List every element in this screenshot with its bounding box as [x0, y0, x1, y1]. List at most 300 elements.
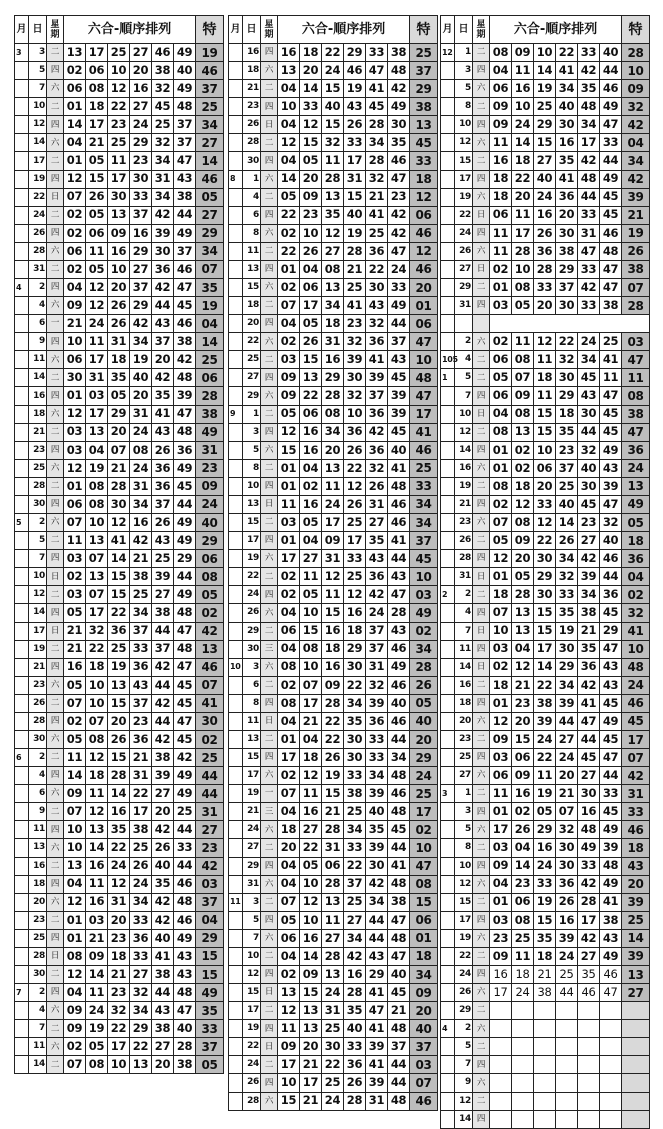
number-cell: 02: [64, 568, 86, 586]
number-cell: 30: [344, 658, 366, 676]
number-cell: 43: [600, 929, 622, 947]
weekday-cell: 六: [47, 134, 64, 152]
table-row: [15, 188, 224, 206]
number-cell: 34: [344, 929, 366, 947]
number-cell: 25: [174, 803, 196, 821]
weekday-cell: 四: [261, 532, 278, 550]
lottery-table-left: [14, 15, 223, 1072]
number-cell: 11: [534, 767, 556, 785]
number-cell: 06: [86, 224, 108, 242]
special-number-cell: 28: [410, 658, 438, 676]
number-cell: 37: [366, 640, 388, 658]
month-cell: [441, 206, 455, 224]
number-cell: 40: [578, 459, 600, 477]
number-cell: 28: [322, 947, 344, 965]
month-cell: [15, 604, 29, 622]
number-cell: 19: [344, 224, 366, 242]
number-cell: 14: [64, 767, 86, 785]
number-cell: 24: [130, 423, 152, 441]
table-row: [15, 568, 224, 586]
day-cell: 16: [29, 387, 47, 405]
number-cell: 24: [322, 62, 344, 80]
table-row: [229, 98, 438, 116]
number-cell: 41: [366, 206, 388, 224]
number-cell: 21: [86, 929, 108, 947]
table-row: [229, 62, 438, 80]
weekday-cell: 二: [261, 351, 278, 369]
number-cell: 04: [278, 116, 300, 134]
number-cell: 01: [64, 929, 86, 947]
day-cell: 1: [455, 785, 473, 803]
table-row: [229, 477, 438, 495]
special-number-cell: [622, 1002, 650, 1020]
month-cell: [15, 351, 29, 369]
number-cell: 36: [366, 441, 388, 459]
table-row: [441, 459, 650, 477]
special-number-cell: 47: [410, 333, 438, 351]
weekday-cell: 二: [473, 1002, 490, 1020]
month-cell: [229, 947, 243, 965]
number-cell: 49: [600, 170, 622, 188]
number-cell: 41: [600, 893, 622, 911]
month-cell: 11: [229, 893, 243, 911]
number-cell: 19: [534, 80, 556, 98]
weekday-cell: 六: [473, 712, 490, 730]
table-row: [15, 604, 224, 622]
month-cell: [229, 984, 243, 1002]
number-cell: 12: [490, 712, 512, 730]
number-cell: 37: [174, 116, 196, 134]
number-cell: 20: [512, 712, 534, 730]
month-cell: [441, 1038, 455, 1056]
number-cell: 25: [556, 965, 578, 983]
number-cell: 22: [300, 387, 322, 405]
number-cell: 06: [300, 405, 322, 423]
table-row: [441, 965, 650, 983]
number-cell: 21: [108, 459, 130, 477]
weekday-cell: 四: [47, 550, 64, 568]
number-cell: 26: [344, 116, 366, 134]
number-cell: 40: [344, 1020, 366, 1038]
month-cell: [15, 767, 29, 785]
number-cell: 44: [174, 568, 196, 586]
month-cell: [15, 911, 29, 929]
number-cell: 45: [578, 495, 600, 513]
number-cell: 16: [300, 441, 322, 459]
table-row: [15, 260, 224, 278]
number-cell: 24: [108, 857, 130, 875]
number-cell: [578, 1056, 600, 1074]
number-cell: 16: [512, 785, 534, 803]
table-row: [229, 694, 438, 712]
table-row: [15, 206, 224, 224]
weekday-cell: 二: [47, 532, 64, 550]
table-row: [15, 459, 224, 477]
number-cell: 36: [344, 1056, 366, 1074]
table-row: [229, 170, 438, 188]
month-cell: [441, 1056, 455, 1074]
number-cell: 11: [512, 333, 534, 351]
weekday-cell: 二: [473, 152, 490, 170]
table-row: [229, 260, 438, 278]
number-cell: 16: [108, 242, 130, 260]
number-cell: 46: [174, 260, 196, 278]
number-cell: 26: [108, 315, 130, 333]
number-cell: 44: [388, 839, 410, 857]
month-cell: [229, 351, 243, 369]
number-cell: 47: [174, 152, 196, 170]
number-cell: 48: [174, 984, 196, 1002]
number-cell: 21: [86, 134, 108, 152]
weekday-cell: 二: [261, 134, 278, 152]
special-number-cell: 33: [410, 152, 438, 170]
month-cell: 2: [441, 586, 455, 604]
number-cell: 46: [600, 550, 622, 568]
number-cell: 38: [344, 785, 366, 803]
weekday-cell: 三: [261, 803, 278, 821]
number-cell: 11: [490, 134, 512, 152]
month-cell: [229, 260, 243, 278]
special-number-cell: 04: [196, 911, 224, 929]
number-cell: 44: [174, 206, 196, 224]
month-cell: [15, 658, 29, 676]
number-cell: 32: [130, 984, 152, 1002]
special-number-cell: 05: [196, 1056, 224, 1074]
table-row: [229, 893, 438, 911]
month-cell: [15, 785, 29, 803]
day-cell: 19: [455, 929, 473, 947]
special-number-cell: 48: [410, 369, 438, 387]
weekday-cell: 四: [261, 586, 278, 604]
month-cell: [441, 857, 455, 875]
number-cell: 16: [534, 839, 556, 857]
number-cell: 30: [130, 170, 152, 188]
number-cell: 48: [388, 1092, 410, 1110]
number-cell: 28: [388, 604, 410, 622]
number-cell: 16: [490, 152, 512, 170]
number-cell: 22: [512, 170, 534, 188]
number-cell: 04: [64, 984, 86, 1002]
number-cell: 02: [512, 441, 534, 459]
number-cell: 47: [388, 586, 410, 604]
number-cell: 30: [344, 749, 366, 767]
number-cell: 26: [534, 224, 556, 242]
month-cell: [441, 911, 455, 929]
number-cell: 49: [600, 98, 622, 116]
number-cell: 04: [278, 875, 300, 893]
weekday-cell: 四: [47, 767, 64, 785]
number-cell: 27: [130, 965, 152, 983]
number-cell: 12: [322, 224, 344, 242]
table-row: [441, 1002, 650, 1020]
number-cell: [490, 1110, 512, 1128]
number-cell: 12: [86, 279, 108, 297]
weekday-cell: 二: [473, 44, 490, 62]
month-cell: [441, 821, 455, 839]
number-cell: 06: [278, 929, 300, 947]
number-cell: 17: [278, 749, 300, 767]
number-cell: [512, 1038, 534, 1056]
weekday-cell: 六: [261, 170, 278, 188]
number-cell: 45: [600, 604, 622, 622]
special-number-cell: 09: [622, 80, 650, 98]
day-cell: 27: [243, 369, 261, 387]
special-number-cell: 08: [622, 387, 650, 405]
number-cell: 24: [512, 984, 534, 1002]
number-cell: 35: [556, 604, 578, 622]
table-row: [441, 387, 650, 405]
special-number-cell: 11: [622, 369, 650, 387]
number-cell: 06: [64, 351, 86, 369]
special-number-cell: 46: [410, 260, 438, 278]
weekday-cell: 二: [473, 586, 490, 604]
number-cell: 10: [86, 694, 108, 712]
number-cell: 29: [130, 1020, 152, 1038]
special-number-cell: 04: [622, 568, 650, 586]
month-cell: [15, 297, 29, 315]
number-cell: 49: [600, 712, 622, 730]
number-cell: 49: [174, 44, 196, 62]
number-cell: 17: [86, 116, 108, 134]
number-cell: 14: [556, 514, 578, 532]
table-row: [15, 839, 224, 857]
month-cell: [441, 1092, 455, 1110]
number-cell: 21: [512, 676, 534, 694]
number-cell: 25: [322, 1020, 344, 1038]
number-cell: 05: [86, 206, 108, 224]
day-cell: 29: [243, 387, 261, 405]
weekday-cell: 二: [261, 242, 278, 260]
number-cell: 45: [600, 694, 622, 712]
number-cell: 29: [130, 134, 152, 152]
table-row: [441, 242, 650, 260]
number-cell: 24: [86, 315, 108, 333]
weekday-cell: 六: [47, 785, 64, 803]
number-cell: 33: [578, 44, 600, 62]
number-cell: 40: [388, 965, 410, 983]
weekday-cell: 日: [473, 260, 490, 278]
number-cell: 22: [322, 712, 344, 730]
day-cell: 19: [243, 550, 261, 568]
number-cell: 09: [64, 785, 86, 803]
number-cell: 12: [86, 297, 108, 315]
month-cell: [229, 1002, 243, 1020]
month-cell: [15, 62, 29, 80]
number-cell: 34: [130, 495, 152, 513]
number-cell: 45: [600, 730, 622, 748]
number-cell: 12: [108, 80, 130, 98]
number-cell: 32: [366, 315, 388, 333]
month-cell: [15, 170, 29, 188]
number-cell: 17: [490, 984, 512, 1002]
table-row: [229, 1002, 438, 1020]
day-cell: 12: [243, 965, 261, 983]
number-cell: 33: [130, 188, 152, 206]
table-row: [441, 333, 650, 351]
weekday-cell: 六: [47, 514, 64, 532]
number-cell: 22: [322, 730, 344, 748]
month-cell: [15, 152, 29, 170]
number-cell: 30: [108, 495, 130, 513]
number-cell: 33: [600, 134, 622, 152]
number-cell: 26: [108, 730, 130, 748]
month-cell: [229, 62, 243, 80]
number-cell: [556, 1002, 578, 1020]
month-cell: 1: [441, 369, 455, 387]
weekday-cell: 二: [473, 369, 490, 387]
number-cell: 30: [344, 730, 366, 748]
special-number-cell: 31: [196, 441, 224, 459]
number-cell: 12: [344, 477, 366, 495]
special-number-cell: 20: [410, 279, 438, 297]
number-cell: 04: [300, 730, 322, 748]
day-cell: 13: [29, 839, 47, 857]
month-cell: [15, 586, 29, 604]
number-cell: 03: [490, 297, 512, 315]
number-cell: 32: [86, 622, 108, 640]
special-number-cell: 35: [196, 1002, 224, 1020]
number-cell: 46: [152, 44, 174, 62]
special-number-cell: 09: [196, 477, 224, 495]
weekday-cell: 二: [47, 477, 64, 495]
number-cell: 47: [174, 1002, 196, 1020]
number-cell: 08: [512, 351, 534, 369]
special-number-cell: 34: [196, 242, 224, 260]
day-cell: 20: [243, 315, 261, 333]
day-cell: 2: [29, 984, 47, 1002]
number-cell: 34: [556, 550, 578, 568]
number-cell: 22: [108, 98, 130, 116]
month-cell: 9: [229, 405, 243, 423]
number-cell: 48: [388, 477, 410, 495]
day-cell: 25: [455, 749, 473, 767]
table-row: [15, 477, 224, 495]
special-number-cell: 20: [410, 730, 438, 748]
number-cell: 06: [534, 459, 556, 477]
number-cell: 08: [512, 405, 534, 423]
number-cell: 21: [64, 622, 86, 640]
special-number-cell: 37: [410, 532, 438, 550]
day-cell: 2: [29, 749, 47, 767]
number-cell: 02: [64, 206, 86, 224]
number-cell: 25: [344, 279, 366, 297]
table-row: [441, 224, 650, 242]
number-cell: 15: [86, 170, 108, 188]
special-number-cell: 17: [410, 803, 438, 821]
special-number-cell: 46: [622, 821, 650, 839]
day-cell: 31: [29, 260, 47, 278]
number-cell: 32: [578, 441, 600, 459]
special-number-cell: 19: [622, 224, 650, 242]
number-cell: 25: [556, 477, 578, 495]
number-cell: 42: [344, 947, 366, 965]
weekday-cell: 二: [261, 1002, 278, 1020]
weekday-cell: 四: [47, 387, 64, 405]
number-cell: 49: [578, 839, 600, 857]
table-row: [15, 224, 224, 242]
header-day: 日: [455, 16, 473, 44]
number-cell: 05: [64, 604, 86, 622]
table-row: [229, 333, 438, 351]
day-cell: 29: [243, 857, 261, 875]
month-cell: [441, 1110, 455, 1128]
weekday-cell: 六: [473, 459, 490, 477]
number-cell: 05: [300, 152, 322, 170]
weekday-cell: 四: [473, 640, 490, 658]
special-number-cell: 44: [196, 785, 224, 803]
number-cell: 21: [108, 965, 130, 983]
special-number-cell: 29: [196, 224, 224, 242]
number-cell: 18: [490, 188, 512, 206]
number-cell: 18: [556, 405, 578, 423]
number-cell: 07: [64, 694, 86, 712]
month-cell: [441, 297, 455, 315]
header-month: 月: [441, 16, 455, 44]
number-cell: 47: [578, 712, 600, 730]
day-cell: 26: [29, 694, 47, 712]
weekday-cell: 六: [47, 459, 64, 477]
number-cell: 45: [174, 477, 196, 495]
number-cell: 12: [108, 875, 130, 893]
day-cell: 21: [455, 495, 473, 513]
number-cell: 31: [130, 767, 152, 785]
number-cell: 29: [344, 640, 366, 658]
weekday-cell: 四: [47, 441, 64, 459]
number-cell: 33: [578, 260, 600, 278]
day-cell: 30: [29, 965, 47, 983]
table-row: [15, 622, 224, 640]
number-cell: 09: [278, 369, 300, 387]
table-row: [441, 260, 650, 278]
special-number-cell: 07: [622, 749, 650, 767]
month-cell: [441, 62, 455, 80]
number-cell: 17: [278, 550, 300, 568]
number-cell: [578, 1110, 600, 1128]
number-cell: 38: [556, 242, 578, 260]
number-cell: 34: [130, 1002, 152, 1020]
day-cell: 3: [243, 658, 261, 676]
special-number-cell: 34: [410, 514, 438, 532]
number-cell: 14: [300, 947, 322, 965]
number-cell: 18: [490, 586, 512, 604]
month-cell: [441, 984, 455, 1002]
special-number-cell: 06: [196, 369, 224, 387]
table-row: [229, 1038, 438, 1056]
month-cell: [229, 604, 243, 622]
number-cell: 41: [556, 62, 578, 80]
number-cell: 30: [388, 116, 410, 134]
number-cell: 48: [174, 640, 196, 658]
table-row: [229, 676, 438, 694]
number-cell: 05: [300, 315, 322, 333]
month-cell: [15, 947, 29, 965]
number-cell: 47: [366, 1002, 388, 1020]
day-cell: 1: [455, 44, 473, 62]
number-cell: 16: [300, 495, 322, 513]
number-cell: 18: [344, 622, 366, 640]
special-number-cell: 49: [410, 604, 438, 622]
weekday-cell: 四: [473, 749, 490, 767]
month-cell: [441, 875, 455, 893]
number-cell: 26: [344, 1074, 366, 1092]
day-cell: 7: [29, 1020, 47, 1038]
month-cell: [229, 206, 243, 224]
number-cell: 02: [512, 803, 534, 821]
number-cell: 33: [344, 550, 366, 568]
table-row: [441, 1110, 650, 1128]
table-row: [15, 947, 224, 965]
number-cell: 01: [64, 911, 86, 929]
